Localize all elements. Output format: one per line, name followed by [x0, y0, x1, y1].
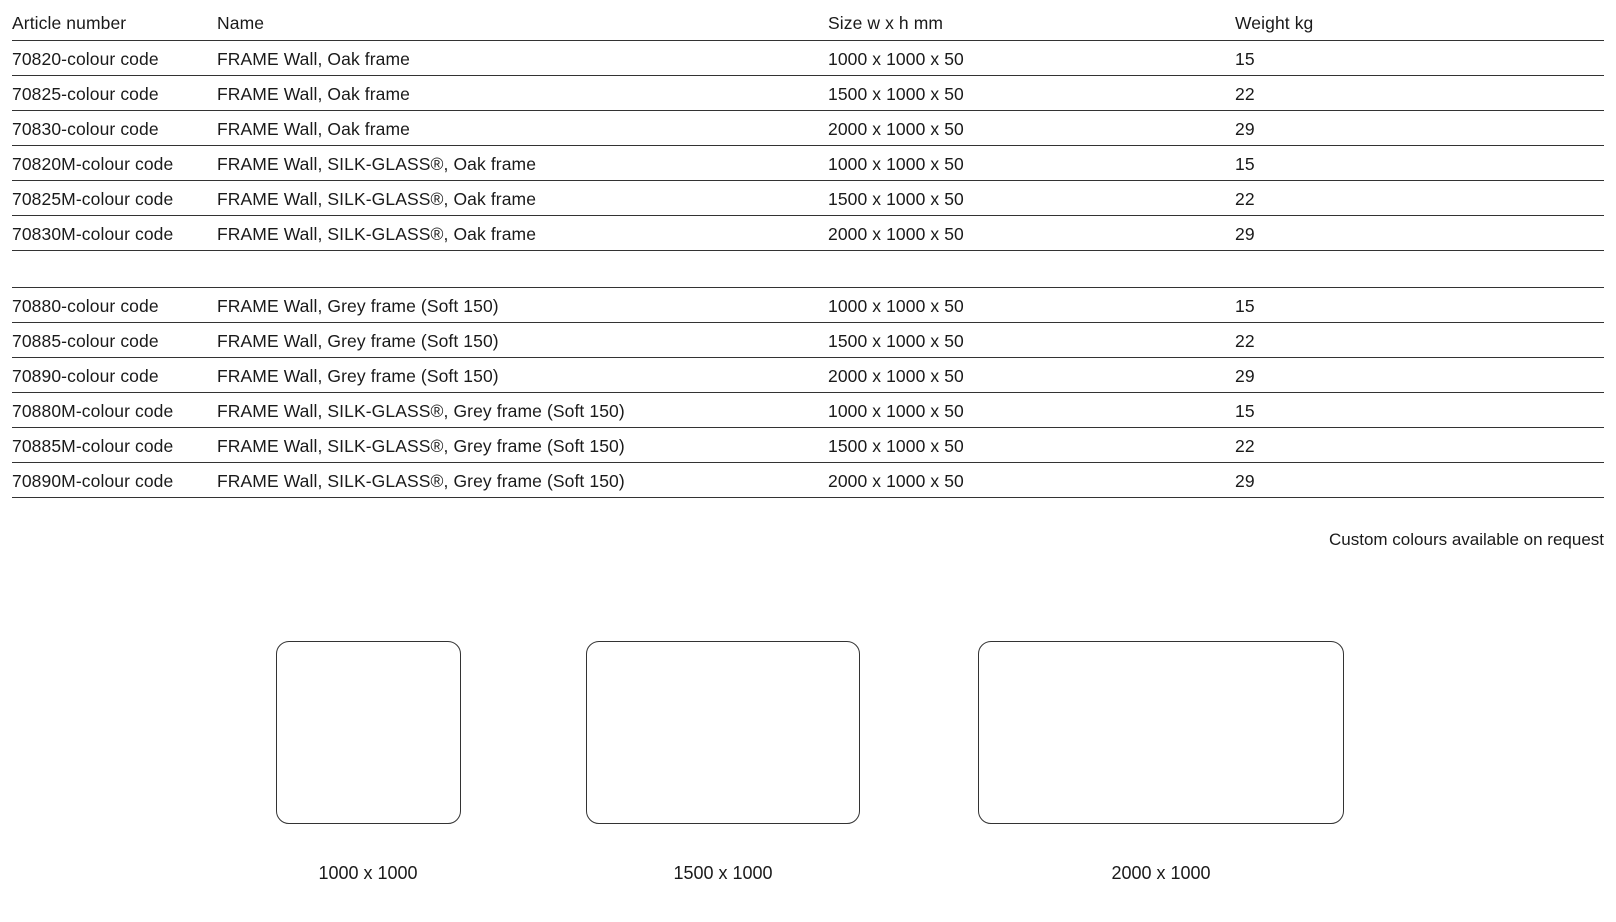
size-cell: 1000 x 1000 x 50: [828, 154, 964, 174]
name-cell: FRAME Wall, Grey frame (Soft 150): [217, 296, 499, 316]
table-row: [12, 216, 1604, 251]
table-row: [12, 428, 1604, 463]
weight-cell: 22: [1235, 331, 1255, 351]
article-number-cell: 70830-colour code: [12, 119, 159, 139]
table-row: [12, 111, 1604, 146]
panel-label-1500x1000: 1500 x 1000: [673, 863, 773, 883]
name-cell: FRAME Wall, SILK-GLASS®, Grey frame (Soft 150): [217, 401, 625, 421]
table-row: [12, 288, 1604, 323]
header-weight: Weight kg: [1235, 13, 1314, 33]
article-number-cell: 70890M-colour code: [12, 471, 174, 491]
size-cell: 1500 x 1000 x 50: [828, 436, 964, 456]
panel-label-1000x1000: 1000 x 1000: [318, 863, 418, 883]
name-cell: FRAME Wall, SILK-GLASS®, Oak frame: [217, 189, 537, 209]
article-number-cell: 70825-colour code: [12, 84, 159, 104]
grey-frame-group: [12, 288, 1604, 498]
weight-cell: 15: [1235, 154, 1255, 174]
article-number-cell: 70830M-colour code: [12, 224, 174, 244]
header-article-number: Article number: [12, 13, 127, 33]
size-cell: 1500 x 1000 x 50: [828, 84, 964, 104]
panel-outline-2000x1000: [978, 641, 1344, 824]
weight-cell: 22: [1235, 436, 1255, 456]
panel-outline-1500x1000: [586, 641, 860, 824]
weight-cell: 29: [1235, 224, 1255, 244]
name-cell: FRAME Wall, SILK-GLASS®, Oak frame: [217, 224, 537, 244]
size-cell: 2000 x 1000 x 50: [828, 471, 964, 491]
name-cell: FRAME Wall, SILK-GLASS®, Oak frame: [217, 154, 537, 174]
article-number-cell: 70890-colour code: [12, 366, 159, 386]
weight-cell: 15: [1235, 296, 1255, 316]
name-cell: FRAME Wall, SILK-GLASS®, Grey frame (Soft 150): [217, 436, 625, 456]
table-row: [12, 323, 1604, 358]
name-cell: FRAME Wall, SILK-GLASS®, Grey frame (Soft 150): [217, 471, 625, 491]
name-cell: FRAME Wall, Grey frame (Soft 150): [217, 366, 499, 386]
weight-cell: 29: [1235, 119, 1255, 139]
table-row: [12, 146, 1604, 181]
panel-label-2000x1000: 2000 x 1000: [1111, 863, 1211, 883]
table-row: [12, 181, 1604, 216]
article-number-cell: 70880M-colour code: [12, 401, 174, 421]
table-row: [12, 41, 1604, 76]
name-cell: FRAME Wall, Oak frame: [217, 84, 411, 104]
size-cell: 2000 x 1000 x 50: [828, 366, 964, 386]
table-row: [12, 76, 1604, 111]
size-cell: 1500 x 1000 x 50: [828, 189, 964, 209]
article-number-cell: 70820M-colour code: [12, 154, 174, 174]
table-header: [12, 0, 1604, 41]
weight-cell: 22: [1235, 189, 1255, 209]
article-number-cell: 70820-colour code: [12, 49, 159, 69]
size-cell: 1000 x 1000 x 50: [828, 401, 964, 421]
header-size: Size w x h mm: [828, 13, 944, 33]
size-cell: 2000 x 1000 x 50: [828, 224, 964, 244]
header-name: Name: [217, 13, 265, 33]
weight-cell: 29: [1235, 471, 1255, 491]
article-number-cell: 70825M-colour code: [12, 189, 174, 209]
spec-table: [12, 0, 1604, 549]
weight-cell: 29: [1235, 366, 1255, 386]
group-separator: [12, 251, 1604, 288]
size-cell: 1000 x 1000 x 50: [828, 49, 964, 69]
article-number-cell: 70880-colour code: [12, 296, 159, 316]
name-cell: FRAME Wall, Oak frame: [217, 49, 411, 69]
table-row: [12, 393, 1604, 428]
name-cell: FRAME Wall, Oak frame: [217, 119, 411, 139]
panel-outline-1000x1000: [276, 641, 461, 824]
name-cell: FRAME Wall, Grey frame (Soft 150): [217, 331, 499, 351]
custom-colours-note: Custom colours available on request: [1329, 530, 1604, 549]
oak-frame-group: [12, 41, 1604, 251]
weight-cell: 15: [1235, 401, 1255, 421]
weight-cell: 22: [1235, 84, 1255, 104]
table-row: [12, 463, 1604, 498]
table-row: [12, 358, 1604, 393]
article-number-cell: 70885-colour code: [12, 331, 159, 351]
weight-cell: 15: [1235, 49, 1255, 69]
size-cell: 1000 x 1000 x 50: [828, 296, 964, 316]
size-cell: 2000 x 1000 x 50: [828, 119, 964, 139]
size-cell: 1500 x 1000 x 50: [828, 331, 964, 351]
article-number-cell: 70885M-colour code: [12, 436, 174, 456]
